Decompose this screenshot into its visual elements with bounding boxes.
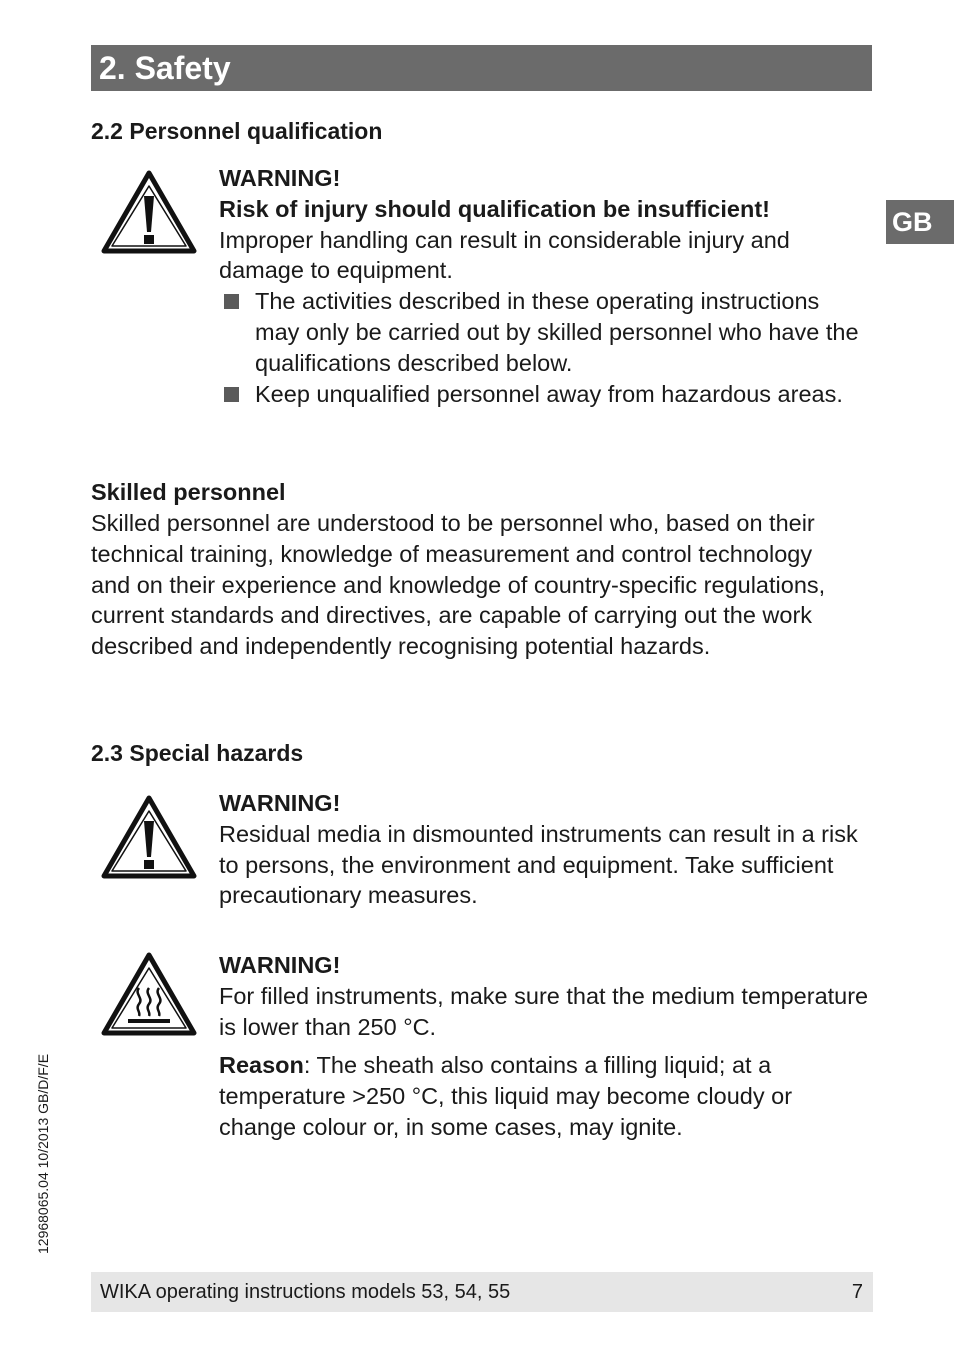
warning-title: WARNING! — [219, 790, 341, 816]
warning-box-filled-instruments — [219, 950, 869, 1143]
footer-bar — [91, 1272, 873, 1312]
skilled-personnel-heading: Skilled personnel — [91, 479, 286, 505]
bullet-item — [219, 379, 869, 410]
warning-title: WARNING! — [219, 165, 341, 191]
bullet-text: Keep unqualified personnel away from hazardous areas. — [255, 380, 843, 407]
warning-box-residual-media — [219, 788, 869, 911]
warning-exclamation-icon — [99, 793, 199, 881]
footer-title: WIKA operating instructions models 53, 54, 55 — [100, 1281, 511, 1303]
page-number: 7 — [851, 1281, 863, 1303]
section-heading-special-hazards: 2.3 Special hazards — [91, 740, 304, 766]
document-code: 12968065.04 10/2013 GB/D/F/E — [35, 1053, 51, 1254]
bullet-item — [219, 286, 869, 378]
warning-text: Improper handling can result in considerable injury and damage to equipment. — [219, 226, 790, 284]
warning-text: For filled instruments, make sure that the medium temperature is lower than 250 °C. — [219, 982, 869, 1040]
warning-text: Residual media in dismounted instruments can result in a risk to persons, the environment and equipment. Take sufficient precautionary measures. — [219, 820, 858, 909]
square-bullet-icon — [224, 387, 239, 402]
warning-exclamation-icon — [99, 168, 199, 256]
warning-box-qualification — [219, 163, 869, 409]
page-title: 2. Safety — [99, 50, 231, 86]
warning-title: WARNING! — [219, 952, 341, 978]
reason-paragraph — [219, 1050, 869, 1142]
hot-surface-icon — [99, 950, 199, 1038]
reason-label: Reason — [219, 1052, 304, 1079]
reason-text: : The sheath also contains a filling liquid; at a temperature >250 °C, this liquid may become cloudy or change colour or, in some cases, may ignite. — [219, 1052, 793, 1140]
skilled-personnel-text: Skilled personnel are understood to be personnel who, based on their technical training, knowledge of measurement and control technology and on their experience and knowledge of country-specific regulations, current standards and directives, are capable of carrying out the work described and independently recognising potential hazards. — [91, 510, 826, 660]
header-bar — [91, 45, 872, 91]
warning-subtitle: Risk of injury should qualification be insufficient! — [219, 195, 770, 222]
square-bullet-icon — [224, 294, 239, 309]
section-heading-personnel-qualification: 2.2 Personnel qualification — [91, 118, 383, 144]
language-tab: GB — [886, 200, 954, 244]
bullet-text: The activities described in these operating instructions may only be carried out by skilled personnel who have the qualifications described below. — [255, 288, 859, 376]
